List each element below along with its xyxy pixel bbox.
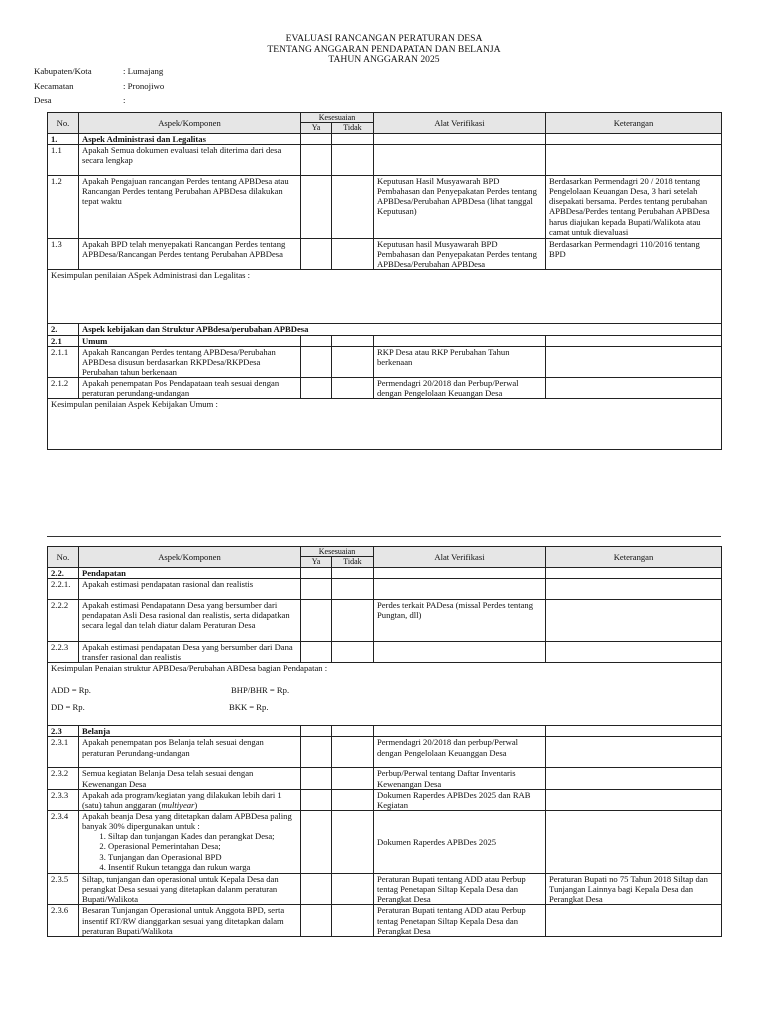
cell-keterangan [546,346,722,377]
cell-alat [374,642,546,663]
section-title: Aspek kebijakan dan Struktur APBdesa/perubahan APBDesa [79,324,722,335]
meta-block [34,66,164,110]
cell-tidak [332,726,374,737]
meta-value: : Lumajang [123,66,164,76]
cell-tidak [332,176,374,239]
conclusion-row [48,270,722,324]
conclusion-cell [48,663,722,726]
dd-amount: DD = Rp. [51,701,85,712]
row-alat: Peraturan Bupati tentang ADD atau Perbup tentag Penetapan Siltap Kepala Desa dan Perangkat Desa [374,874,546,905]
aspek-italic: multiyear [161,799,195,810]
table-row [48,737,722,768]
row-alat: RKP Desa atau RKP Perubahan Tahun berkenaan [374,346,546,377]
table-row [48,176,722,239]
aspek-text: Apakah beanja Desa yang ditetapkan dalam APBDesa paling banyak 30% dipergunakan untuk : [82,811,292,832]
section-title: Belanja [79,726,301,737]
row-aspek: Besaran Tunjangan Operasional untuk Anggota BPD, serta insentif RT/RW dianggarkan sesuai yang ditetapkan dalam peraturan Bupati/Walikota [79,905,301,936]
table-row [48,239,722,270]
cell-alat [374,133,546,144]
cell-ya [301,176,332,239]
col-ya: Ya [301,557,332,567]
cell-keterangan [546,811,722,874]
bhp-amount: BHP/BHR = Rp. [231,685,290,696]
cell-ya [301,768,332,789]
row-no: 2.1.2 [48,378,79,399]
cell-keterangan [546,579,722,600]
meta-label: Desa [34,95,52,105]
row-no: 2.1.1 [48,346,79,377]
cell-tidak [332,600,374,642]
row-no: 2.3.1 [48,737,79,768]
cell-keterangan [546,768,722,789]
header-row [48,113,722,123]
list-item: 2. Operasional Pemerintahan Desa; [108,841,297,851]
table-row [48,579,722,600]
conclusion-row [48,663,722,726]
row-aspek: Apakah estimasi pendapatan Desa yang bersumber dari Dana transfer rasional dan realistis [79,642,301,663]
evaluation-table-2 [47,546,722,937]
cell-alat [374,726,546,737]
cell-tidak [332,378,374,399]
cell-ya [301,642,332,663]
meta-label: Kecamatan [34,80,74,91]
cell-alat [374,145,546,176]
row-aspek: Apakah penempatan pos Belanja telah sesuai dengan peraturan Perundang-undangan [79,737,301,768]
table-row [48,905,722,936]
cell-tidak [332,874,374,905]
row-alat: Dokumen Raperdes APBDes 2025 dan RAB Kegiatan [374,789,546,810]
cell-ya [301,346,332,377]
cell-ya [301,579,332,600]
table-row [48,811,722,874]
cell-keterangan [546,145,722,176]
row-no: 2.1 [48,335,79,346]
row-aspek: Apakah BPD telah menyepakati Rancangan Perdes tentang APBDesa/Rancangan Perdes tentang Perubahan APBDesa [79,239,301,270]
col-alat: Alat Verifikasi [374,113,546,134]
title-line-3: TAHUN ANGGARAN 2025 [328,54,440,66]
cell-tidak [332,789,374,810]
cell-tidak [332,811,374,874]
evaluation-table-1 [47,112,722,450]
row-alat: Keputusan Hasil Musyawarah BPD Pembahasan dan Penyepakatan Perdes tentang APBDesa/Perubahan APBDesa (lihat tanggal Keputusan) [374,176,546,239]
aspek-text: Apakah ada program/kegiatan yang dilakukan lebih dari 1 (satu) tahun anggaran ( [82,789,282,810]
section-row [48,726,722,737]
row-aspek: Apakah Pengajuan rancangan Perdes tentang APBDesa atau Rancangan Perdes tentang Perubahan APBDesa dilakukan tepat waktu [79,176,301,239]
cell-tidak [332,642,374,663]
row-no: 2. [48,324,79,335]
row-alat: Permendagri 20/2018 dan Perbup/Perwal dengan Pengelolaan Keuangan Desa [374,378,546,399]
cell-tidak [332,737,374,768]
row-no: 1.3 [48,239,79,270]
cell-ya [301,567,332,578]
cell-ya [301,789,332,810]
cell-keterangan [546,600,722,642]
cell-keterangan [546,133,722,144]
amount-line-1 [51,685,718,695]
row-alat: Perdes terkait PADesa (missal Perdes tentang Pungtan, dll) [374,600,546,642]
cell-ya [301,811,332,874]
cell-tidak [332,346,374,377]
row-alat: Peraturan Bupati tentang ADD atau Perbup tentag Penetapan Siltap Kepala Desa dan Perangkat Desa [374,905,546,936]
row-aspek: Apakah Rancangan Perdes tentang APBDesa/Perubahan APBDesa disusun berdasarkan RKPDesa/RKPDesa Perubahan tahun berkenaan [79,346,301,377]
conclusion-row [48,399,722,450]
meta-kabupaten [34,66,164,81]
row-no: 1.1 [48,145,79,176]
col-no: No. [48,113,79,134]
cell-keterangan [546,789,722,810]
section-row [48,133,722,144]
cell-ya [301,145,332,176]
cell-ya [301,600,332,642]
col-tidak: Tidak [332,123,374,133]
table-row [48,789,722,810]
table-row [48,346,722,377]
col-aspek: Aspek/Komponen [79,113,301,134]
row-no: 2.3.3 [48,789,79,810]
conclusion-text: Kesimpulan Penaian struktur APBDesa/Perubahan ABDesa bagian Pendapatan : [51,663,328,674]
meta-label: Kabupaten/Kota [34,66,92,76]
meta-value: : Pronojiwo [123,80,165,91]
row-no: 2.2.1. [48,579,79,600]
cell-tidak [332,239,374,270]
cell-keterangan [546,642,722,663]
row-keterangan: Berdasarkan Permendagri 110/2016 tentang BPD [546,239,722,270]
row-no: 1. [48,133,79,144]
cell-keterangan [546,335,722,346]
bkk-amount: BKK = Rp. [229,701,269,712]
row-aspek: Semua kegiatan Belanja Desa telah sesuai dengan Kewenangan Desa [79,768,301,789]
row-alat: Keputusan hasil Musyawarah BPD Pembahasan dan Penyepakatan Perdes tentang APBDesa/Perubahan APBDesa [374,239,546,270]
cell-keterangan [546,905,722,936]
row-aspek: Apakah estimasi Pendapatann Desa yang bersumber dari pendapatan Asli Desa rasional dan realistis, serta didapatkan secara legal dan telah diatur dalam Peraturan Desa [79,600,301,642]
cell-tidak [332,768,374,789]
cell-alat [374,567,546,578]
list-item: 4. Insentif Rukun tetangga dan rukun warga [108,862,297,872]
amount-line-2 [51,702,718,712]
row-no: 2.2.3 [48,642,79,663]
row-no: 1.2 [48,176,79,239]
list-item: 1. Siltap dan tunjangan Kades dan perangkat Desa; [108,831,297,841]
row-no: 2.2. [48,567,79,578]
meta-value: : [123,95,126,105]
table-row [48,145,722,176]
cell-tidak [332,579,374,600]
meta-kecamatan [34,81,164,96]
section-row [48,335,722,346]
row-no: 2.3.4 [48,811,79,874]
cell-ya [301,905,332,936]
meta-desa [34,95,164,110]
col-no: No. [48,547,79,568]
title-line-2: TENTANG ANGGARAN PENDAPATAN DAN BELANJA [267,43,501,55]
row-no: 2.2.2 [48,600,79,642]
cell-keterangan [546,378,722,399]
col-keterangan: Keterangan [546,547,722,568]
col-ya: Ya [301,123,332,133]
aspek-text-end: ) [194,799,198,810]
cell-tidak [332,567,374,578]
cell-ya [301,239,332,270]
document-title [0,34,768,66]
add-amount: ADD = Rp. [51,685,91,696]
section-row [48,324,722,335]
title-line-1: EVALUASI RANCANGAN PERATURAN DESA [285,33,483,44]
row-no: 2.3.5 [48,874,79,905]
cell-tidak [332,133,374,144]
row-alat: Perbup/Perwal tentang Daftar Inventaris Kewenangan Desa [374,768,546,789]
col-alat: Alat Verifikasi [374,547,546,568]
col-kesesuaian: Kesesuaian [301,113,374,123]
list-item: 3. Tunjangan dan Operasional BPD [108,852,297,862]
cell-tidak [332,335,374,346]
row-aspek: Apakah estimasi pendapatan rasional dan realistis [79,579,301,600]
section-title: Umum [79,335,301,346]
row-keterangan: Peraturan Bupati no 75 Tahun 2018 Siltap dan Tunjangan Lainnya bagi Kepala Desa dan Perangkat Desa [546,874,722,905]
cell-keterangan [546,567,722,578]
section-row [48,567,722,578]
cell-ya [301,378,332,399]
cell-tidak [332,905,374,936]
table-row [48,642,722,663]
conclusion-text: Kesimpulan penilaian ASpek Administrasi dan Legalitas : [48,270,722,324]
page-separator [47,536,721,537]
table-row [48,378,722,399]
cell-ya [301,726,332,737]
cell-ya [301,335,332,346]
row-aspek [79,811,301,874]
cell-keterangan [546,726,722,737]
row-aspek: Apakah Semua dokumen evaluasi telah diterima dari desa secara lengkap [79,145,301,176]
cell-ya [301,133,332,144]
table-row [48,874,722,905]
cell-tidak [332,145,374,176]
cell-alat [374,579,546,600]
section-title: Pendapatan [79,567,301,578]
row-aspek [79,789,301,810]
cell-ya [301,874,332,905]
col-kesesuaian: Kesesuaian [301,547,374,557]
col-tidak: Tidak [332,557,374,567]
conclusion-text: Kesimpulan penilaian Aspek Kebijakan Umum : [48,399,722,450]
cell-ya [301,737,332,768]
row-alat: Dokumen Raperdes APBDes 2025 [374,811,546,874]
table-row [48,600,722,642]
row-keterangan: Berdasarkan Permendagri 20 / 2018 tentang Pengelolaan Keuangan Desa, 3 hari setelah disepakati bersama. Perdes tentang perubahan APBDesa/Perdes tentang Perubahan APBDesa harus diajukan kepada Bupati/Walikota atau camat untuk dievaluasi [546,176,722,239]
row-no: 2.3 [48,726,79,737]
cell-alat [374,335,546,346]
header-row [48,547,722,557]
row-aspek: Siltap, tunjangan dan operasional untuk Kepala Desa dan perangkat Desa sesuai yang ditetapkan dalanm peraturan Bupati/Walikota [79,874,301,905]
cell-keterangan [546,737,722,768]
col-keterangan: Keterangan [546,113,722,134]
row-alat: Permendagri 20/2018 dan perbup/Perwal dengan Pengelolaan Keuanggan Desa [374,737,546,768]
section-title: Aspek Administrasi dan Legalitas [79,133,301,144]
numbered-list [82,831,297,872]
col-aspek: Aspek/Komponen [79,547,301,568]
table-row [48,768,722,789]
row-no: 2.3.6 [48,905,79,936]
row-no: 2.3.2 [48,768,79,789]
row-aspek: Apakah penempatan Pos Pendapataan teah sesuai dengan peraturan perundang-undangan [79,378,301,399]
